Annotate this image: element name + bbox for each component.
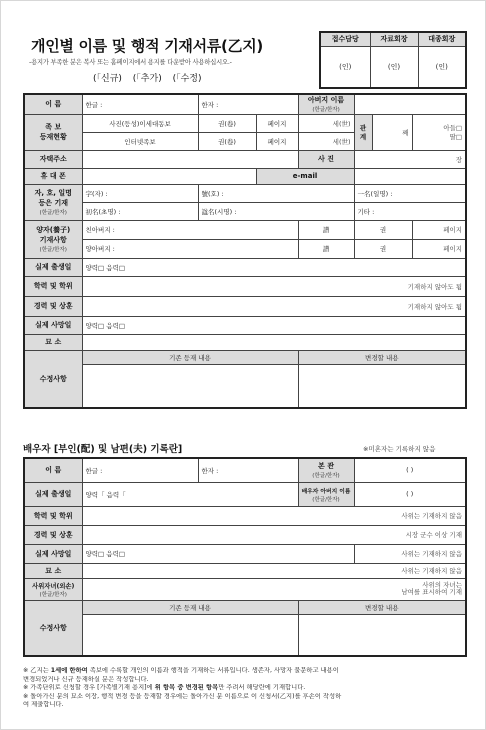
birth-date-label: 실제 출생일 (24, 258, 82, 276)
birth-father-volume[interactable]: 권 (354, 220, 412, 239)
father-name-label: 아버지 이름 (한글/한자) (298, 94, 354, 114)
spouse-children-label: 사위자녀(외손) (한글/한자) (24, 578, 82, 600)
education-field[interactable]: 기재하지 않아도 됨 (82, 276, 466, 296)
phone-label: 휴 대 폰 (24, 168, 82, 184)
alias-field[interactable]: 一名(일명) : (354, 184, 466, 202)
first-name-field[interactable]: 初名(초명) : (82, 202, 198, 220)
revision-new-header: 변경할 내용 (298, 350, 466, 364)
genealogy-row-1-title: 사진(등성)이세대동보 (82, 114, 198, 132)
spouse-revision-existing-header: 기존 등재 내용 (82, 600, 298, 614)
kind-edit-checkbox[interactable]: (「수정) (172, 74, 202, 84)
approval-seal-data[interactable]: (인) (370, 46, 418, 88)
spouse-revision-label: 수정사항 (24, 600, 82, 656)
spouse-grave-label: 묘 소 (24, 563, 82, 578)
photo-label: 사 진 (298, 150, 354, 168)
email-label: e-mail (256, 168, 354, 184)
approval-box (319, 31, 467, 89)
grave-label: 묘 소 (24, 334, 82, 350)
spouse-father-field[interactable]: ( ) (354, 482, 466, 506)
adoptive-father-volume[interactable]: 권 (354, 239, 412, 258)
email-field[interactable] (354, 168, 466, 184)
note-line-4: ※ 돌아가신 분의 묘소 이장, 행적 변경 등을 등재할 경우에는 돌아가신 분 이름으로 이 신청서(乙지)를 후손이 작성하 (23, 692, 342, 700)
adoptive-father-field[interactable]: 양아버지 : (82, 239, 298, 258)
spouse-career-field[interactable]: 시장 군수 이상 기재 (82, 525, 466, 544)
approval-seal-chief[interactable]: (인) (418, 46, 466, 88)
genealogy-row-2-volume[interactable]: 권(卷) (198, 132, 256, 150)
career-field[interactable]: 기재하지 않아도 됨 (82, 296, 466, 316)
birth-father-page[interactable]: 페이지 (412, 220, 466, 239)
spouse-name-hanja-field[interactable]: 한자 : (198, 458, 298, 482)
name-hangul-field[interactable]: 한글 : (82, 94, 198, 114)
posthumous-name-field[interactable]: 諡名(시명) : (198, 202, 354, 220)
relation-order-field[interactable]: 째 (372, 114, 412, 150)
kind-add-checkbox[interactable]: (「추가) (132, 74, 162, 84)
birth-father-book: 譜 (298, 220, 354, 239)
pen-name-field[interactable]: 號(호) : (198, 184, 354, 202)
genealogy-row-1-page[interactable]: 페이지 (256, 114, 298, 132)
birth-father-field[interactable]: 친아버지 : (82, 220, 298, 239)
grave-field[interactable] (82, 334, 466, 350)
other-name-field[interactable]: 기타 : (354, 202, 466, 220)
adoptive-father-book: 譜 (298, 239, 354, 258)
revision-label: 수정사항 (24, 350, 82, 408)
spouse-death-label: 실제 사망일 (24, 544, 82, 563)
spouse-table (23, 457, 467, 657)
death-date-label: 실제 사망일 (24, 316, 82, 334)
note-line-5: 여 제출합니다. (23, 701, 64, 709)
form-title: 개인별 이름 및 행적 기재서류(乙지) (31, 37, 263, 55)
note-line-3: ※ 가족단위로 신청할 경우 [가족별기재 용지]에 위 항목 중 변경된 항목만 추려서 해당란에 기재합니다. (23, 684, 306, 692)
genealogy-row-2-title: 인터넷족보 (82, 132, 198, 150)
spouse-revision-existing-field[interactable] (82, 614, 298, 656)
spouse-section-note: ※미혼자는 기록하지 않음 (363, 445, 436, 453)
genealogy-row-2-page[interactable]: 페이지 (256, 132, 298, 150)
form-subtitle: -용지가 부족한 분은 복사 또는 홈페이지에서 용지를 다운받아 사용하십시오.- (29, 59, 232, 66)
spouse-death-field[interactable]: 양력□ 음력□ (82, 544, 354, 563)
address-label: 자택주소 (24, 150, 82, 168)
spouse-origin-field[interactable]: ( ) (354, 458, 466, 482)
adoption-label: 양자(養子) 기재사항 (한글/한자) (24, 220, 82, 258)
spouse-revision-new-field[interactable] (298, 614, 466, 656)
genealogy-row-2-generation[interactable]: 세(世) (298, 132, 354, 150)
death-date-field[interactable]: 양력□ 음력□ (82, 316, 466, 334)
genealogy-row-1-generation[interactable]: 세(世) (298, 114, 354, 132)
address-field[interactable] (82, 150, 298, 168)
form-notes (23, 667, 465, 710)
career-label: 경력 및 상훈 (24, 296, 82, 316)
name-label: 이 름 (24, 94, 82, 114)
note-line-2: 변경되었거나 신규 등재하실 분은 작성합니다. (23, 675, 149, 683)
spouse-career-label: 경력 및 상훈 (24, 525, 82, 544)
spouse-name-hangul-field[interactable]: 한글 : (82, 458, 198, 482)
son-daughter-field[interactable]: 아들□ 딸□ (412, 114, 466, 150)
revision-existing-field[interactable] (82, 364, 298, 408)
spouse-education-field[interactable]: 사위는 기재하지 않음 (82, 506, 466, 525)
phone-field[interactable] (82, 168, 256, 184)
spouse-grave-field[interactable]: 사위는 기재하지 않음 (82, 563, 466, 578)
adoptive-father-page[interactable]: 페이지 (412, 239, 466, 258)
spouse-section-title: 배우자 [부인(配) 및 남편(夫) 기록란] (23, 444, 183, 455)
note-line-1: ※ 乙지는 1세에 한하여 족보에 수록할 개인의 이름과 행적을 기재하는 서류입니다. 생존자, 사망자 불문하고 내용이 (23, 667, 339, 674)
spouse-children-field[interactable]: 사위의 자녀는 남여를 표시하여 기재 (82, 578, 466, 600)
approval-header-reception: 접수담당 (320, 32, 370, 46)
person-table (23, 93, 467, 409)
education-label: 학력 및 학위 (24, 276, 82, 296)
form-kind-options (93, 71, 210, 84)
kind-new-checkbox[interactable]: (「신규) (93, 74, 122, 84)
spouse-revision-new-header: 변경할 내용 (298, 600, 466, 614)
father-name-field[interactable] (354, 94, 466, 114)
approval-header-chief: 대종회장 (418, 32, 466, 46)
spouse-death-note: 사위는 기재하지 않음 (354, 544, 466, 563)
spouse-birth-label: 실제 출생일 (24, 482, 82, 506)
approval-header-data: 자료회장 (370, 32, 418, 46)
spouse-father-label: 배우자 아버지 이름 (한글/한자) (298, 482, 354, 506)
photo-count-field[interactable]: 장 (354, 150, 466, 168)
spouse-name-label: 이 름 (24, 458, 82, 482)
name-hanja-field[interactable]: 한자 : (198, 94, 298, 114)
genealogy-row-1-volume[interactable]: 권(卷) (198, 114, 256, 132)
revision-new-field[interactable] (298, 364, 466, 408)
names-label: 자, 호, 일명 등은 기재 (한글/한자) (24, 184, 82, 220)
spouse-origin-label: 본 관 (한글/한자) (298, 458, 354, 482)
revision-existing-header: 기존 등재 내용 (82, 350, 298, 364)
relation-label: 관계 (354, 114, 372, 150)
spouse-birth-field[interactable]: 양력「 음력「 (82, 482, 298, 506)
courtesy-name-field[interactable]: 字(자) : (82, 184, 198, 202)
genealogy-label: 족 보 등재현황 (24, 114, 82, 150)
spouse-education-label: 학력 및 학위 (24, 506, 82, 525)
approval-seal-reception[interactable]: (인) (320, 46, 370, 88)
birth-date-field[interactable]: 양력□ 음력□ (82, 258, 466, 276)
